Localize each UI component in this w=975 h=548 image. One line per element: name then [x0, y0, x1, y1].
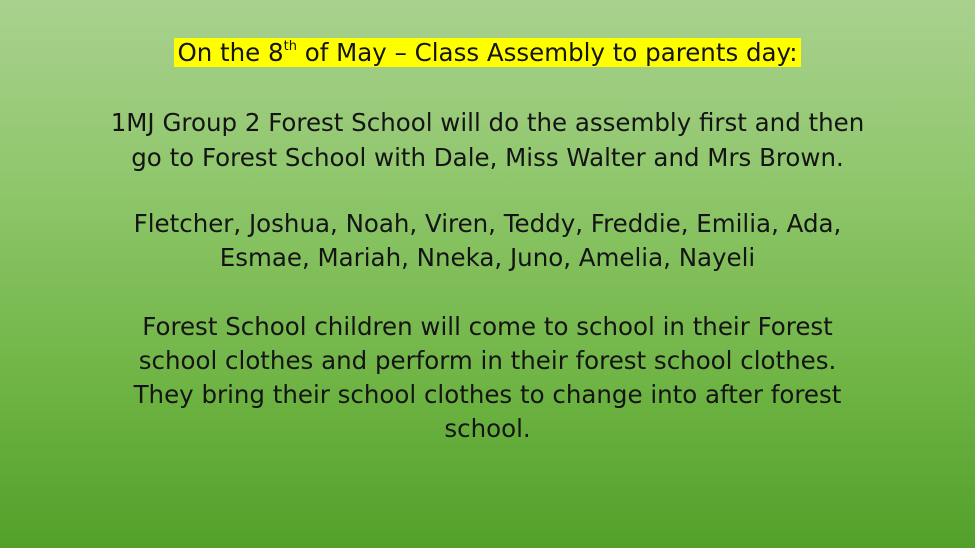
children-names-line-1: Fletcher, Joshua, Noah, Viren, Teddy, Freddie, Emilia, Ada, — [133, 209, 842, 238]
clothes-info-line-2: school clothes and perform in their forest school clothes. — [138, 346, 837, 375]
slide-title — [0, 36, 975, 70]
children-names-line-2: Esmae, Mariah, Nneka, Juno, Amelia, Nayeli — [219, 243, 756, 272]
group-info-line-1: 1MJ Group 2 Forest School will do the assembly first and then — [110, 108, 865, 137]
title-highlight — [174, 38, 800, 67]
group-info-line-2: go to Forest School with Dale, Miss Walter and Mrs Brown. — [131, 143, 844, 172]
title-prefix: On the 8 — [177, 38, 284, 67]
clothes-info-line-1: Forest School children will come to school in their Forest — [142, 312, 833, 341]
title-suffix: of May – Class Assembly to parents day: — [296, 38, 798, 67]
clothes-info-line-3: They bring their school clothes to change into after forest — [133, 380, 842, 409]
title-superscript: th — [283, 38, 297, 54]
clothes-info-line-4: school. — [444, 414, 531, 443]
